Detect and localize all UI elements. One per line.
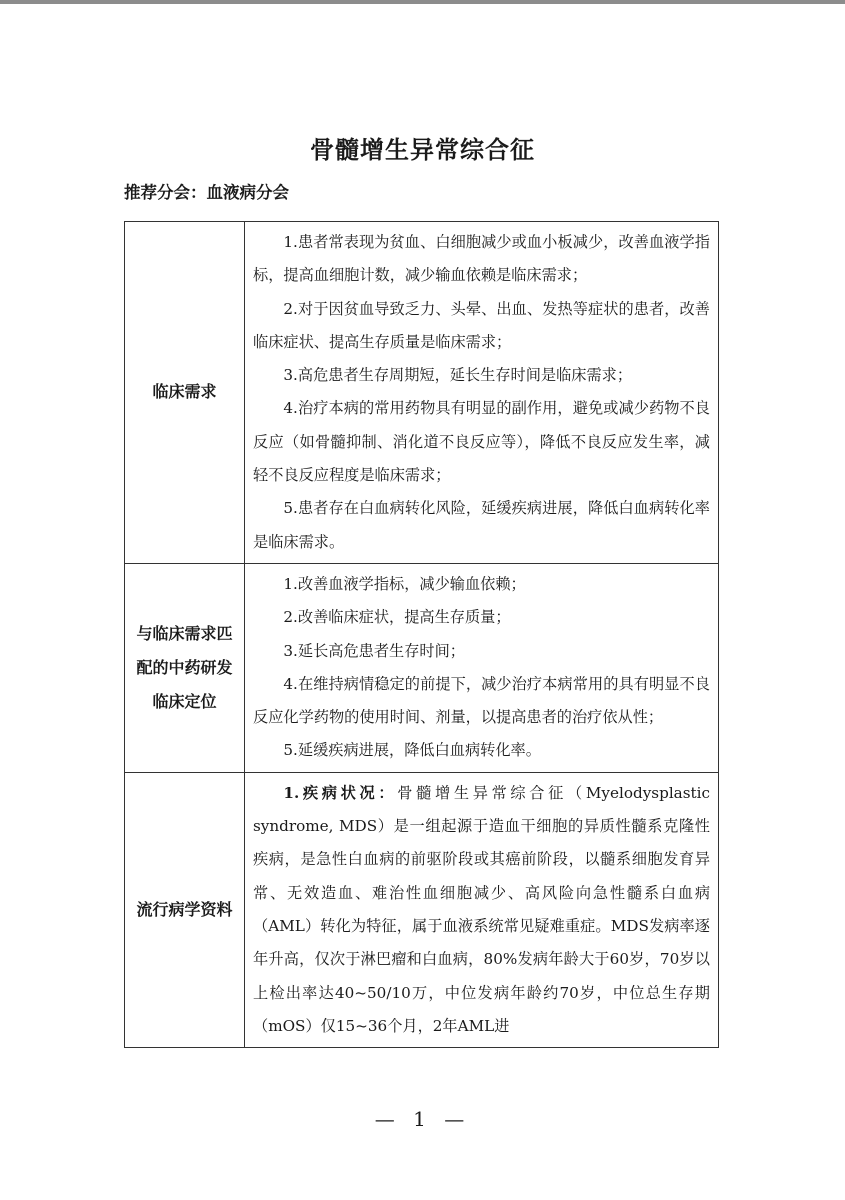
table-row-tcm-positioning: [125, 563, 719, 772]
requirements-table: [124, 221, 719, 1048]
table-row-epidemiology: [125, 772, 719, 1047]
page-number: — 1 —: [374, 1107, 471, 1131]
row-label-clinical-needs: 临床需求: [125, 222, 245, 564]
row-content-epidemiology: [245, 772, 719, 1047]
row-label-tcm-positioning: 与临床需求匹配的中药研发临床定位: [125, 563, 245, 772]
row-content-tcm-positioning: [245, 563, 719, 772]
paragraph-lead: 1.疾病状况：: [283, 783, 398, 802]
list-item: 5.患者存在白血病转化风险，延缓疾病进展，降低白血病转化率是临床需求。: [253, 499, 710, 551]
list-item: 1.患者常表现为贫血、白细胞减少或血小板减少，改善血液学指标，提高血细胞计数，减少输血依赖是临床需求；: [253, 233, 710, 285]
recommend-committee: 推荐分会：血液病分会: [124, 183, 289, 202]
paragraph-body: 骨髓增生异常综合征（Myelodysplastic syndrome, MDS）是一组起源于造血干细胞的异质性髓系克隆性疾病，是急性白血病的前驱阶段或其癌前阶段，以髓系细胞发育异常、无效造血、难治性血细胞减少、高风险向急性髓系白血病（AML）转化为特征，属于血液系统常见疑难重症。MDS发病率逐年升高，仅次于淋巴瘤和白血病，80%发病年龄大于60岁，70岁以上检出率达40~50/10万，中位发病年龄约70岁，中位总生存期（mOS）仅15~36个月，2年AML进: [253, 783, 710, 1035]
row-label-epidemiology: 流行病学资料: [125, 772, 245, 1047]
list-item: 5.延缓疾病进展，降低白血病转化率。: [283, 741, 541, 760]
document-title: 骨髓增生异常综合征: [310, 135, 535, 164]
list-item: 1.改善血液学指标，减少输血依赖；: [283, 574, 526, 593]
list-item: 4.治疗本病的常用药物具有明显的副作用，避免或减少药物不良反应（如骨髓抑制、消化道不良反应等），降低不良反应发生率，减轻不良反应程度是临床需求；: [253, 399, 710, 485]
list-item: 3.高危患者生存周期短，延长生存时间是临床需求；: [283, 366, 633, 385]
list-item: [253, 777, 710, 1043]
row-content-clinical-needs: [245, 222, 719, 564]
page-top-edge: [0, 0, 845, 4]
list-item: 3.延长高危患者生存时间；: [283, 641, 465, 660]
list-item: 2.对于因贫血导致乏力、头晕、出血、发热等症状的患者，改善临床症状、提高生存质量是临床需求；: [253, 299, 710, 351]
table-row-clinical-needs: [125, 222, 719, 564]
list-item: 4.在维持病情稳定的前提下，减少治疗本病常用的具有明显不良反应化学药物的使用时间、剂量，以提高患者的治疗依从性；: [253, 674, 710, 727]
list-item: 2.改善临床症状，提高生存质量；: [283, 608, 511, 627]
